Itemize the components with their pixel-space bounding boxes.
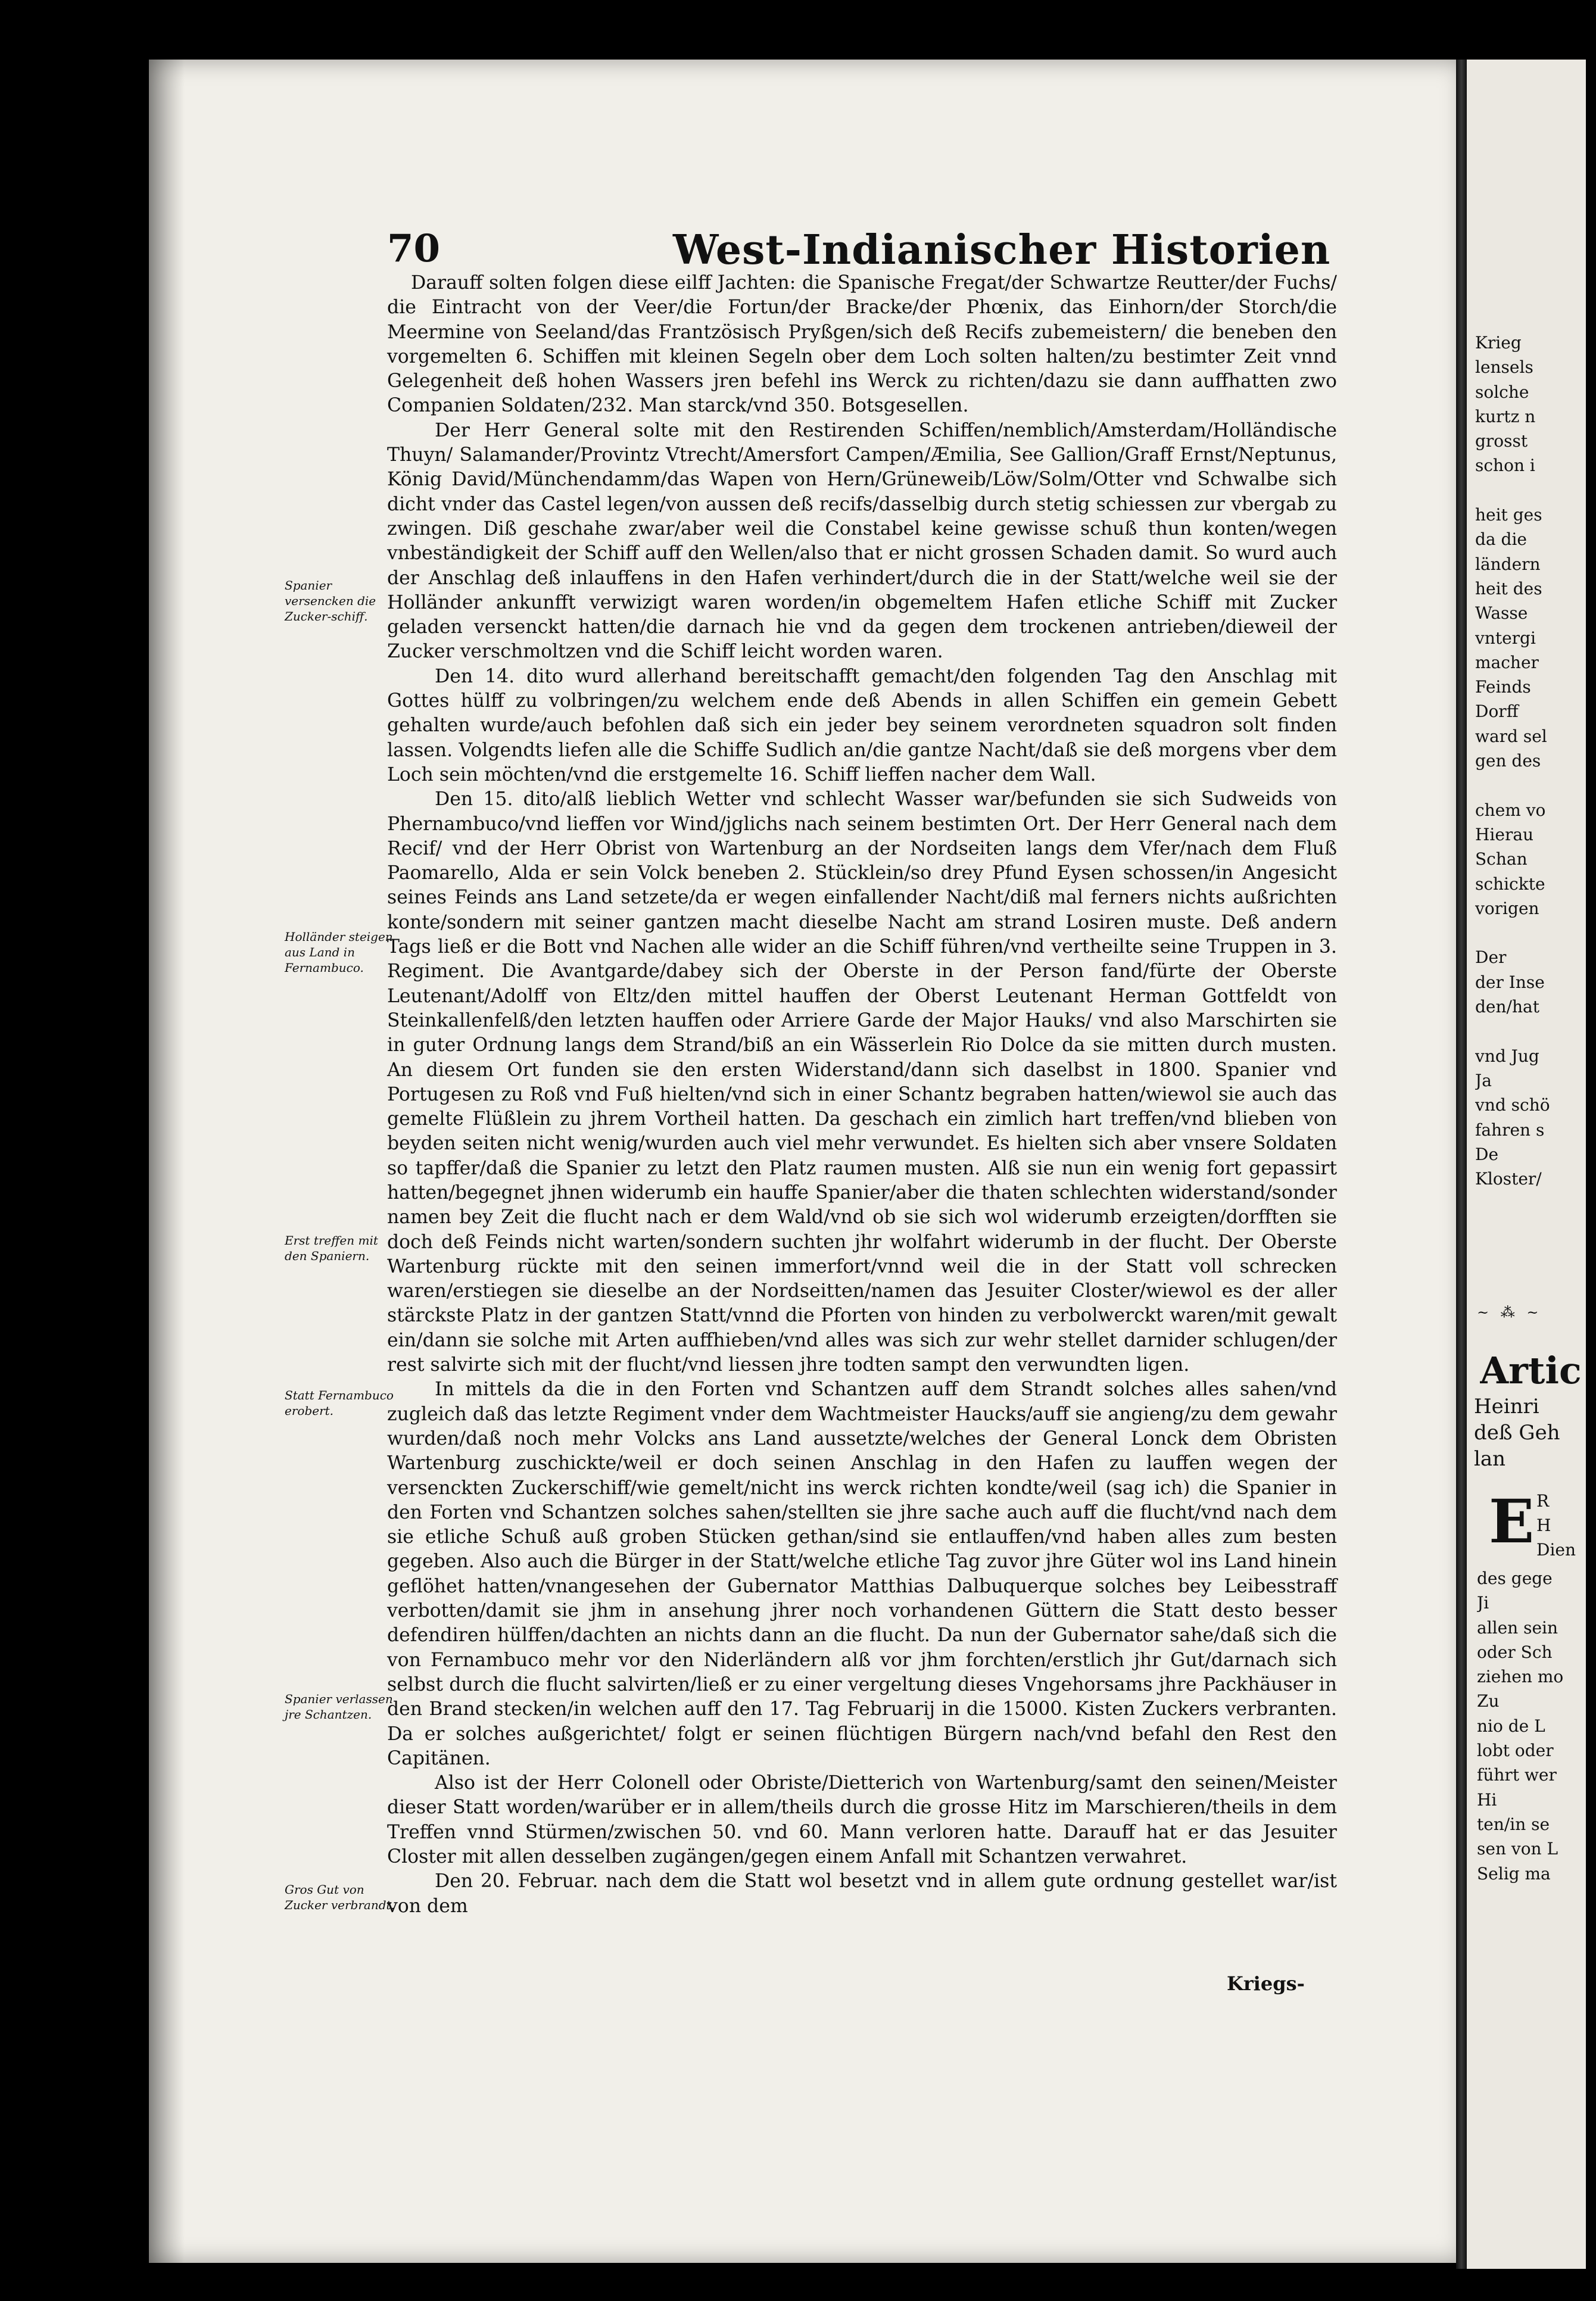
facing-line: den/hat bbox=[1475, 997, 1539, 1017]
facing-line: Dorff bbox=[1475, 701, 1519, 722]
facing-line: Kloster/ bbox=[1475, 1169, 1542, 1189]
margin-note: Gros Gut von Zucker verbrandt. bbox=[285, 1882, 395, 1912]
facing-line: De bbox=[1475, 1144, 1499, 1164]
facing-ornament: ~ ⁂ ~ bbox=[1477, 1304, 1542, 1321]
paragraph: Darauff solten folgen diese eilff Jachten: die Spanische Fregat/der Schwartze Reutter/der Fuchs/ die Eintracht von der Veer/die Fortun/der Bracke/der Phœnix, das Einhorn/der Storch/die Meermine von Seeland/das Frantzösisch Pryßgen/sich deß Recifs zubemeistern/ die beneben den vorgemelten 6. Schiffen mit kleinen Segeln ober dem Loch solten halten/zu bestimter Zeit vnnd Gelegenheit deß hohen Wassers jren befehl ins Werck zu richten/dazu sie dann auffhatten zwo Companien Soldaten/232. Man starck/vnd 350. Botsgesellen. bbox=[387, 272, 1337, 417]
facing-initial-line: Dien bbox=[1536, 1540, 1576, 1560]
facing-page bbox=[1467, 60, 1586, 2269]
margin-note: Spanier verlassen jre Schantzen. bbox=[285, 1692, 393, 1722]
facing-line: heit des bbox=[1475, 578, 1542, 598]
facing-line: schon i bbox=[1475, 456, 1535, 476]
facing-line: da die bbox=[1475, 529, 1527, 550]
page-edge-shadow bbox=[149, 60, 185, 2263]
facing-line: macher bbox=[1475, 652, 1539, 672]
margin-note: Statt Fernambuco erobert. bbox=[285, 1388, 394, 1418]
facing-line: ziehen mo bbox=[1477, 1667, 1564, 1687]
facing-sub-line: deß Geh bbox=[1474, 1421, 1560, 1445]
facing-line: Der bbox=[1475, 947, 1507, 968]
facing-line: kurtz n bbox=[1475, 406, 1536, 426]
facing-heading: Artic bbox=[1480, 1349, 1582, 1392]
facing-line bbox=[1475, 773, 1586, 797]
facing-line: Selig ma bbox=[1477, 1863, 1551, 1884]
facing-line: Hierau bbox=[1475, 824, 1534, 844]
facing-line: lobt oder bbox=[1477, 1741, 1554, 1761]
facing-line: vorigen bbox=[1475, 898, 1539, 918]
facing-line: solche bbox=[1475, 382, 1529, 402]
facing-line: allen sein bbox=[1477, 1617, 1558, 1638]
paragraph: Den 20. Februar. nach dem die Statt wol besetzt vnd in allem gute ordnung gestellet war/ist von dem bbox=[387, 1870, 1337, 1917]
facing-line: ländern bbox=[1475, 554, 1541, 574]
facing-line: fahren s bbox=[1475, 1120, 1545, 1140]
facing-initial-line: R bbox=[1536, 1491, 1550, 1511]
facing-line: vntergi bbox=[1475, 628, 1536, 648]
facing-line: Ja bbox=[1475, 1070, 1492, 1090]
facing-line bbox=[1475, 478, 1586, 503]
facing-line: ten/in se bbox=[1477, 1814, 1550, 1834]
facing-line: lensels bbox=[1475, 357, 1533, 378]
facing-line: der Inse bbox=[1475, 972, 1545, 992]
margin-note: Holländer steigen aus Land in Fernambuco. bbox=[285, 930, 393, 975]
facing-line: oder Sch bbox=[1477, 1642, 1553, 1662]
facing-line: grosst bbox=[1475, 431, 1528, 451]
margin-note: Spanier versencken die Zucker-schiff. bbox=[285, 578, 376, 623]
facing-initial-line: H bbox=[1536, 1516, 1551, 1535]
facing-line: gen des bbox=[1475, 751, 1541, 771]
facing-line: Hi bbox=[1477, 1789, 1497, 1810]
catchword: Kriegs- bbox=[1227, 1972, 1305, 1995]
facing-line: nio de L bbox=[1477, 1716, 1545, 1736]
facing-line: Ji bbox=[1477, 1593, 1489, 1613]
facing-sub-line: lan bbox=[1474, 1447, 1506, 1471]
margin-note: Erst treffen mit den Spaniern. bbox=[285, 1233, 378, 1263]
running-title: West-Indianischer Historien bbox=[673, 226, 1331, 274]
main-text bbox=[387, 271, 1337, 1919]
facing-line: vnd schö bbox=[1475, 1095, 1550, 1115]
facing-line: ward sel bbox=[1475, 726, 1547, 746]
facing-initial-lines bbox=[1536, 1489, 1590, 1562]
paragraph: Also ist der Herr Colonell oder Obriste/Dietterich von Wartenburg/samt den seinen/Meister dieser Statt worden/warüber er in allem/theils durch die grosse Hitz im Marschieren/theils in dem Treffen vnnd Stürmen/zwischen 50. vnd 60. Mann verloren hatte. Darauff hat er das Jesuiter Closter mit allen desselben zugängen/gegen einem Anfall mit Schantzen verwahret. bbox=[387, 1772, 1337, 1867]
facing-line: Feinds bbox=[1475, 677, 1531, 697]
facing-page-lines-top bbox=[1475, 331, 1586, 1191]
facing-line: des gege bbox=[1477, 1569, 1553, 1588]
facing-line: Krieg bbox=[1475, 333, 1522, 353]
book-spine bbox=[1456, 60, 1467, 2269]
facing-line: Wasse bbox=[1475, 603, 1528, 623]
facing-line bbox=[1475, 921, 1586, 945]
facing-line: sen von L bbox=[1477, 1839, 1558, 1859]
paragraph: Den 14. dito wurd allerhand bereitschafft gemacht/den folgenden Tag den Anschlag mit Gottes hülff zu volbringen/zu welchem ende deß Abends in allen Schiffen ein gemein Gebett gehalten wurde/auch befohlen daß sich ein jeder bey seinem verordneten squadron solt finden lassen. Volgendts liefen alle die Schiffe Sudlich an/die gantze Nacht/daß sie deß morgens vber dem Loch sein möchten/vnd die erstgemelte 16. Schiff lieffen nacher dem Wall. bbox=[387, 665, 1337, 785]
facing-line: schickte bbox=[1475, 874, 1545, 894]
facing-line: führt wer bbox=[1477, 1765, 1557, 1785]
facing-line: Schan bbox=[1475, 849, 1528, 869]
page-number: 70 bbox=[387, 226, 441, 271]
facing-line: vnd Jug bbox=[1475, 1046, 1539, 1066]
facing-line: chem vo bbox=[1475, 800, 1546, 820]
paragraph: Der Herr General solte mit den Restirenden Schiffen/nemblich/Amsterdam/Holländische Thuyn/ Salamander/Provintz Vtrecht/Amersfort Campen/Æmilia, See Gallion/Graff Ernst/Neptunus, König David/Münchendamm/das Wapen von Hern/Grüneweib/Löw/Solm/Otter vnd Schwalbe sich dicht vnder das Castel legen/von aussen deß recifs/dasselbig durch stetig schiessen zur vbergab zu zwingen. Diß geschahe zwar/aber weil die Constabel keine gewisse schuß thun konten/wegen vnbeständigkeit der Schiff auff den Wellen/also that er nicht grossen Schaden damit. So wurd auch der Anschlag deß inlauffens in den Hafen verhindert/durch die in der Statt/welche weil sie der Holländer ankunfft verwizigt waren worden/in obgemeltem Hafen etliche Schiff mit Zucker geladen versenckt hatten/die darnach hie vnd da gegen dem trockenen antrieben/dieweil der Zucker verschmoltzen vnd die Schiff leicht worden waren. bbox=[387, 419, 1337, 663]
facing-line bbox=[1475, 1019, 1586, 1043]
facing-line: Zu bbox=[1477, 1691, 1500, 1711]
paragraph: Den 15. dito/alß lieblich Wetter vnd schlecht Wasser war/befunden sie sich Sudweids von Phernambuco/vnd lieffen vor Wind/jglichs nach seinem bestimten Ort. Der Herr General nach dem Recif/ vnd der Herr Obrist von Wartenburg an der Nordseiten langs dem Vfer/nach dem Fluß Paomarello, Alda er sein Volck beneben 2. Stücklein/so drey Pfund Eysen schossen/in Angesicht seines Feinds ans Land setzete/da er wegen einfallender Nacht/diß mal ferners nichts außrichten konte/sondern mit seiner gantzen macht dieselbe Nacht am strand Losiren muste. Deß andern Tags ließ er die Bott vnd Nachen alle wider an die Schiff führen/vnd vertheilte seine Truppen in 3. Regiment. Die Avantgarde/dabey sich der Oberste in der Person fand/fürte der Oberste Leutenant/Adolff von Eltz/den mittel hauffen der Oberst Leutenant Herman Gottfeldt von Steinkallenfelß/den letzten hauffen oder Arriere Garde der Major Hauks/ vnd also Marschirten sie in guter Ordnung langs dem Strand/biß an ein Wässerlein Rio Dolce da sie mitten durch musten. An diesem Ort funden sie den ersten Widerstand/dann sich daselbst in 1800. Spanier vnd Portugesen zu Roß vnd Fuß hielten/vnd sich in einer Schantz begraben hatten/wiewol sie auch das gemelte Flüßlein zu jhrem Vortheil hatten. Da geschach ein zimlich hart treffen/vnd blieben von beyden seiten nicht wenig/wurden auch viel mehr verwundet. Es hielten sich aber vnsere Soldaten so tapffer/daß die Spanier zu letzt den Platz raumen musten. Alß sie nun ein wenig fort gepassirt hatten/begegnet jhnen widerumb ein hauffe Spanier/aber die thaten schlechten widerstand/sonder namen bey Zeit die flucht nach er dem Wald/vnd ob sie sich wol widerumb erzeigten/dorfften sie doch deß Feinds nicht warten/sondern suchten jhr wolfahrt widerumb in der flucht. Der Oberste Wartenburg rückte mit den seinen immerfort/vnnd weil die in der Statt voll schrecken waren/erstiegen sie dieselbe an der Nordseitten/namen das Jesuiter Closter/wiewol es der aller stärckste Platz in der gantzen Statt/vnnd die Pforten von hinden zu verbolwerckt waren/mit gewalt ein/dann sie solche mit Arten auffhieben/vnd alles was sich zur wehr stellet darnider schlugen/der rest salvirte sich mit der flucht/vnd liessen jhre todten sampt den verwundten ligen. bbox=[387, 788, 1337, 1376]
facing-sub-line: Heinri bbox=[1474, 1395, 1539, 1418]
facing-page-lines-bottom bbox=[1477, 1566, 1584, 1886]
facing-subheading bbox=[1474, 1393, 1587, 1472]
facing-line: heit ges bbox=[1475, 505, 1542, 525]
facing-initial-letter: E bbox=[1489, 1486, 1535, 1557]
paragraph: In mittels da die in den Forten vnd Schantzen auff dem Strandt solches alles sahen/vnd zugleich daß das letzte Regiment vnder dem Wachtmeister Haucks/auff sie angieng/zu dem gewahr wurden/daß noch mehr Volcks ans Land aussetzte/welches der General Lonck dem Obristen Wartenburg zuschickte/weil er doch seinen Anschlag in den Hafen zu lauffen wegen der versenckten Zuckerschiff/wie gemelt/nicht ins werck richten kondte/weil (sag ich) die Spanier in den Forten vnd Schantzen solches sahen/stellten sie jhre sache auch auff die flucht/vnd nach dem sie etliche Schuß auß groben Stücken gethan/sind sie entlauffen/vnd haben alles zum besten gegeben. Also auch die Bürger in der Statt/welche etliche Tag zuvor jhre Güter wol ins Land hinein geflöhet hatten/vnangesehen der Gubernator Matthias Dalbuquerque solches bey Leibesstraff verbotten/damit sie jhm in ansehung jhrer noch vorhandenen Güttern die Statt desto besser defendiren hülffen/dachten an nichts dann an die flucht. Da nun der Gubernator sahe/daß sich die von Fernambuco mehr vor den Niderländern alß vor jhm forchten/erstlich jhr Gut/darnach sich selbst durch die flucht salvirten/ließ er zu einer vergeltung dieses Vngehorsams jhre Packhäuser in den Brand stecken/in welchen auff den 17. Tag Februarij in die 15000. Kisten Zuckers verbranten. Da er solches außgerichtet/ folgt er seinen flüchtigen Bürgern nach/vnd befahl den Rest den Capitänen. bbox=[387, 1379, 1337, 1769]
